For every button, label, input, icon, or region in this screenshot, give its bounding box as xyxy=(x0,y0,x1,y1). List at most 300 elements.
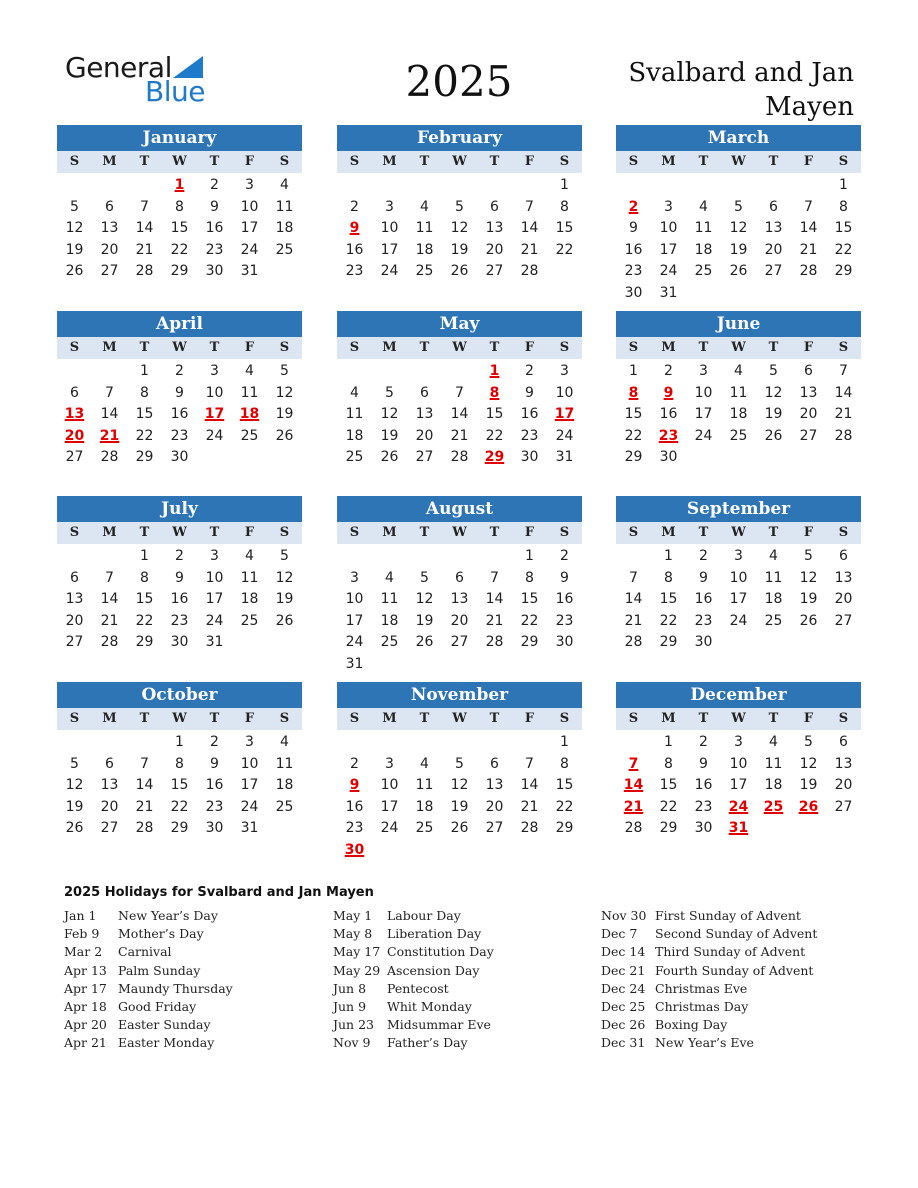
day-cell: 13 xyxy=(450,591,469,608)
day-cell: 12 xyxy=(275,569,294,586)
day-cell: 25 xyxy=(415,820,434,837)
weekday-label: W xyxy=(172,525,187,540)
day-cell: 19 xyxy=(729,241,748,258)
day-cell: 27 xyxy=(764,263,783,280)
day-cell: 23 xyxy=(345,820,364,837)
month-october xyxy=(57,682,302,840)
day-cell: 15 xyxy=(135,406,154,423)
day-cell: 25 xyxy=(729,427,748,444)
day-cell: 7 xyxy=(839,363,848,379)
weekday-label: M xyxy=(102,525,117,540)
weekday-label: S xyxy=(559,340,570,355)
day-cell: 14 xyxy=(520,220,539,237)
day-cell: 20 xyxy=(415,427,434,444)
holiday-day-cell: 21 xyxy=(623,798,644,815)
holiday-name: Constitution Day xyxy=(387,944,494,960)
day-cell: 16 xyxy=(694,777,713,794)
weekday-label: T xyxy=(768,154,779,169)
day-cell: 7 xyxy=(525,198,534,215)
day-cell: 31 xyxy=(240,263,259,280)
day-cell: 7 xyxy=(490,569,499,586)
day-cell: 11 xyxy=(380,591,399,608)
holiday-name: Carnival xyxy=(118,944,172,960)
day-cell: 27 xyxy=(450,634,469,651)
holiday-day-cell: 9 xyxy=(349,220,360,237)
weekday-label: W xyxy=(452,525,467,540)
day-cell: 19 xyxy=(65,241,84,258)
day-cell: 15 xyxy=(485,406,504,423)
weekday-label: T xyxy=(698,340,709,355)
holiday-date: Feb 9 xyxy=(64,926,100,942)
day-cell: 21 xyxy=(100,612,119,629)
weekday-label: M xyxy=(102,340,117,355)
day-cell: 14 xyxy=(520,777,539,794)
day-cell: 22 xyxy=(555,241,574,258)
day-cell: 21 xyxy=(520,241,539,258)
day-cell: 15 xyxy=(135,591,154,608)
holiday-row xyxy=(333,926,593,944)
day-cell: 18 xyxy=(729,406,748,423)
day-cell: 8 xyxy=(175,198,184,215)
day-cell: 10 xyxy=(380,777,399,794)
day-cell: 22 xyxy=(834,241,853,258)
month-header: May xyxy=(337,311,582,337)
day-cell: 31 xyxy=(345,655,364,672)
holiday-row xyxy=(601,963,861,981)
day-cell: 5 xyxy=(70,198,79,215)
holiday-day-cell: 25 xyxy=(763,798,784,815)
day-cell: 6 xyxy=(70,569,79,586)
weekday-label: M xyxy=(382,711,397,726)
holiday-row xyxy=(601,999,861,1017)
weekday-label: S xyxy=(279,154,290,169)
day-cell: 7 xyxy=(105,569,114,586)
day-cell: 8 xyxy=(560,198,569,215)
day-cell: 28 xyxy=(624,634,643,651)
day-cell: 22 xyxy=(659,798,678,815)
holiday-day-cell: 18 xyxy=(239,406,260,423)
day-cell: 4 xyxy=(699,198,708,215)
holiday-row xyxy=(333,908,593,926)
weekday-label: T xyxy=(489,340,500,355)
holiday-row xyxy=(333,999,593,1017)
holiday-name: Pentecost xyxy=(387,980,449,996)
weekday-header-row xyxy=(337,151,582,173)
day-cell: 26 xyxy=(764,427,783,444)
day-cell: 30 xyxy=(624,284,643,301)
holiday-day-cell: 1 xyxy=(174,177,185,193)
day-cell: 14 xyxy=(135,220,154,237)
day-cell: 4 xyxy=(420,198,429,215)
day-cell: 22 xyxy=(135,612,154,629)
day-cell: 30 xyxy=(659,449,678,466)
day-cell: 6 xyxy=(105,755,114,772)
day-cell: 5 xyxy=(70,755,79,772)
day-cell: 1 xyxy=(664,734,673,750)
day-cell: 28 xyxy=(799,263,818,280)
empty-day-cell xyxy=(337,361,372,383)
day-cell: 26 xyxy=(275,427,294,444)
day-cell: 8 xyxy=(560,755,569,772)
day-cell: 21 xyxy=(624,612,643,629)
month-january xyxy=(57,125,302,283)
day-cell: 1 xyxy=(629,363,638,379)
days-grid xyxy=(57,730,302,840)
holiday-name: Easter Sunday xyxy=(118,1017,211,1033)
day-cell: 14 xyxy=(100,591,119,608)
day-cell: 24 xyxy=(345,634,364,651)
empty-day-cell xyxy=(756,175,791,197)
day-cell: 29 xyxy=(659,634,678,651)
empty-day-cell xyxy=(372,732,407,754)
holiday-date: Dec 26 xyxy=(601,1017,646,1033)
empty-day-cell xyxy=(442,732,477,754)
month-march xyxy=(616,125,861,305)
day-cell: 26 xyxy=(729,263,748,280)
day-cell: 18 xyxy=(275,220,294,237)
weekday-label: T xyxy=(209,525,220,540)
weekday-label: T xyxy=(419,154,430,169)
holiday-name: Father’s Day xyxy=(387,1035,468,1051)
weekday-label: T xyxy=(489,711,500,726)
day-cell: 27 xyxy=(65,634,84,651)
day-cell: 14 xyxy=(135,777,154,794)
day-cell: 28 xyxy=(135,263,154,280)
empty-day-cell xyxy=(442,361,477,383)
empty-day-cell xyxy=(372,361,407,383)
day-cell: 3 xyxy=(210,363,219,379)
day-cell: 24 xyxy=(205,612,224,629)
month-february xyxy=(337,125,582,283)
day-cell: 17 xyxy=(240,220,259,237)
day-cell: 27 xyxy=(485,820,504,837)
day-cell: 3 xyxy=(734,734,743,750)
day-cell: 7 xyxy=(629,569,638,586)
holiday-name: Ascension Day xyxy=(387,962,480,978)
holiday-day-cell: 20 xyxy=(64,427,85,444)
day-cell: 2 xyxy=(210,177,219,193)
day-cell: 19 xyxy=(380,427,399,444)
day-cell: 10 xyxy=(555,384,574,401)
empty-day-cell xyxy=(337,732,372,754)
empty-day-cell xyxy=(92,361,127,383)
day-cell: 15 xyxy=(659,777,678,794)
day-cell: 25 xyxy=(240,612,259,629)
day-cell: 28 xyxy=(100,634,119,651)
days-grid xyxy=(616,359,861,469)
weekday-label: T xyxy=(419,525,430,540)
day-cell: 16 xyxy=(170,591,189,608)
day-cell: 4 xyxy=(734,363,743,379)
day-cell: 2 xyxy=(699,548,708,564)
weekday-label: W xyxy=(731,525,746,540)
day-cell: 11 xyxy=(764,755,783,772)
holiday-day-cell: 1 xyxy=(489,363,500,379)
day-cell: 29 xyxy=(555,820,574,837)
day-cell: 26 xyxy=(380,449,399,466)
day-cell: 7 xyxy=(140,755,149,772)
month-june xyxy=(616,311,861,469)
month-header: December xyxy=(616,682,861,708)
day-cell: 16 xyxy=(345,241,364,258)
day-cell: 24 xyxy=(205,427,224,444)
day-cell: 8 xyxy=(839,198,848,215)
day-cell: 2 xyxy=(175,548,184,564)
holiday-date: Dec 25 xyxy=(601,998,646,1014)
holiday-day-cell: 17 xyxy=(554,406,575,423)
day-cell: 21 xyxy=(834,406,853,423)
day-cell: 3 xyxy=(245,177,254,193)
days-grid xyxy=(57,173,302,283)
day-cell: 11 xyxy=(275,198,294,215)
day-cell: 16 xyxy=(345,798,364,815)
empty-day-cell xyxy=(721,175,756,197)
month-header: March xyxy=(616,125,861,151)
empty-day-cell xyxy=(616,732,651,754)
empty-day-cell xyxy=(127,175,162,197)
holiday-row xyxy=(333,963,593,981)
day-cell: 20 xyxy=(65,612,84,629)
day-cell: 19 xyxy=(764,406,783,423)
holiday-day-cell: 2 xyxy=(628,198,639,215)
empty-day-cell xyxy=(372,175,407,197)
weekday-label: F xyxy=(803,154,814,169)
day-cell: 23 xyxy=(170,612,189,629)
day-cell: 18 xyxy=(415,241,434,258)
weekday-label: F xyxy=(244,340,255,355)
month-header: August xyxy=(337,496,582,522)
day-cell: 19 xyxy=(450,798,469,815)
weekday-label: S xyxy=(69,340,80,355)
weekday-label: F xyxy=(244,154,255,169)
holiday-date: Jan 1 xyxy=(64,908,97,923)
day-cell: 16 xyxy=(694,591,713,608)
weekday-label: M xyxy=(382,154,397,169)
holiday-column xyxy=(64,908,324,1054)
holiday-date: May 1 xyxy=(333,908,373,923)
day-cell: 28 xyxy=(624,820,643,837)
month-april xyxy=(57,311,302,469)
holiday-date: Jun 9 xyxy=(333,998,367,1014)
day-cell: 28 xyxy=(834,427,853,444)
day-cell: 27 xyxy=(65,449,84,466)
day-cell: 2 xyxy=(210,734,219,750)
day-cell: 19 xyxy=(415,612,434,629)
day-cell: 14 xyxy=(100,406,119,423)
day-cell: 8 xyxy=(140,569,149,586)
month-header: April xyxy=(57,311,302,337)
weekday-label: M xyxy=(661,154,676,169)
day-cell: 5 xyxy=(280,363,289,379)
empty-day-cell xyxy=(372,546,407,568)
day-cell: 13 xyxy=(834,755,853,772)
weekday-label: S xyxy=(628,340,639,355)
day-cell: 22 xyxy=(170,241,189,258)
day-cell: 14 xyxy=(485,591,504,608)
weekday-label: S xyxy=(69,154,80,169)
day-cell: 30 xyxy=(555,634,574,651)
day-cell: 8 xyxy=(175,755,184,772)
day-cell: 12 xyxy=(380,406,399,423)
year-title: 2025 xyxy=(405,57,513,106)
holiday-date: May 17 xyxy=(333,944,381,960)
day-cell: 14 xyxy=(799,220,818,237)
holiday-date: Dec 14 xyxy=(601,944,646,960)
day-cell: 30 xyxy=(520,449,539,466)
day-cell: 9 xyxy=(175,569,184,586)
holiday-date: Apr 21 xyxy=(64,1035,107,1051)
empty-day-cell xyxy=(407,546,442,568)
holiday-date: Apr 18 xyxy=(64,998,107,1014)
day-cell: 14 xyxy=(450,406,469,423)
day-cell: 19 xyxy=(65,798,84,815)
holiday-name: First Sunday of Advent xyxy=(655,908,801,923)
empty-day-cell xyxy=(616,546,651,568)
weekday-label: S xyxy=(279,340,290,355)
day-cell: 16 xyxy=(205,220,224,237)
day-cell: 29 xyxy=(520,634,539,651)
day-cell: 27 xyxy=(100,263,119,280)
empty-day-cell xyxy=(337,546,372,568)
holiday-day-cell: 24 xyxy=(728,798,749,815)
day-cell: 27 xyxy=(834,798,853,815)
day-cell: 12 xyxy=(415,591,434,608)
day-cell: 17 xyxy=(729,591,748,608)
day-cell: 10 xyxy=(729,569,748,586)
holiday-row xyxy=(601,1035,861,1053)
holiday-row xyxy=(64,1017,324,1035)
day-cell: 21 xyxy=(520,798,539,815)
weekday-label: F xyxy=(244,525,255,540)
month-may xyxy=(337,311,582,469)
day-cell: 19 xyxy=(799,591,818,608)
weekday-label: S xyxy=(838,154,849,169)
weekday-label: S xyxy=(838,711,849,726)
day-cell: 29 xyxy=(135,449,154,466)
weekday-label: S xyxy=(349,711,360,726)
weekday-label: T xyxy=(698,525,709,540)
weekday-label: W xyxy=(172,340,187,355)
day-cell: 26 xyxy=(65,820,84,837)
day-cell: 25 xyxy=(345,449,364,466)
day-cell: 5 xyxy=(385,384,394,401)
days-grid xyxy=(337,173,582,283)
day-cell: 10 xyxy=(729,755,748,772)
holiday-name: Mother’s Day xyxy=(118,926,204,942)
day-cell: 7 xyxy=(525,755,534,772)
country-title: Svalbard and Jan Mayen xyxy=(628,58,854,122)
day-cell: 18 xyxy=(380,612,399,629)
day-cell: 13 xyxy=(485,220,504,237)
days-grid xyxy=(337,359,582,469)
holiday-name: Christmas Day xyxy=(655,998,749,1014)
empty-day-cell xyxy=(651,175,686,197)
holiday-date: Dec 21 xyxy=(601,962,646,978)
day-cell: 3 xyxy=(350,569,359,586)
weekday-label: M xyxy=(382,340,397,355)
day-cell: 9 xyxy=(210,755,219,772)
holiday-list xyxy=(64,884,864,1051)
weekday-label: S xyxy=(349,525,360,540)
weekday-label: S xyxy=(628,525,639,540)
holiday-day-cell: 14 xyxy=(623,777,644,794)
holiday-row xyxy=(64,981,324,999)
day-cell: 20 xyxy=(485,798,504,815)
day-cell: 21 xyxy=(135,241,154,258)
day-cell: 15 xyxy=(170,220,189,237)
day-cell: 17 xyxy=(380,798,399,815)
day-cell: 10 xyxy=(240,198,259,215)
day-cell: 7 xyxy=(455,384,464,401)
holiday-name: Fourth Sunday of Advent xyxy=(655,962,814,978)
day-cell: 19 xyxy=(450,241,469,258)
weekday-label: T xyxy=(139,525,150,540)
empty-day-cell xyxy=(57,732,92,754)
day-cell: 28 xyxy=(485,634,504,651)
day-cell: 6 xyxy=(455,569,464,586)
day-cell: 23 xyxy=(624,263,643,280)
day-cell: 3 xyxy=(560,363,569,379)
day-cell: 11 xyxy=(415,220,434,237)
day-cell: 28 xyxy=(135,820,154,837)
day-cell: 11 xyxy=(694,220,713,237)
month-header: February xyxy=(337,125,582,151)
holiday-row xyxy=(601,1017,861,1035)
day-cell: 25 xyxy=(275,241,294,258)
day-cell: 12 xyxy=(799,569,818,586)
weekday-label: S xyxy=(559,525,570,540)
day-cell: 11 xyxy=(240,569,259,586)
day-cell: 17 xyxy=(659,241,678,258)
day-cell: 7 xyxy=(140,198,149,215)
day-cell: 23 xyxy=(205,241,224,258)
holiday-name: Maundy Thursday xyxy=(118,980,233,996)
day-cell: 27 xyxy=(799,427,818,444)
days-grid xyxy=(616,544,861,654)
holiday-date: Dec 7 xyxy=(601,926,638,942)
holiday-name: Easter Monday xyxy=(118,1035,215,1051)
day-cell: 31 xyxy=(205,634,224,651)
holiday-date: Apr 20 xyxy=(64,1017,107,1033)
days-grid xyxy=(616,730,861,840)
holiday-row xyxy=(64,999,324,1017)
day-cell: 11 xyxy=(729,384,748,401)
day-cell: 1 xyxy=(664,548,673,564)
day-cell: 12 xyxy=(275,384,294,401)
day-cell: 6 xyxy=(839,548,848,564)
day-cell: 16 xyxy=(624,241,643,258)
weekday-label: S xyxy=(279,711,290,726)
day-cell: 12 xyxy=(799,755,818,772)
day-cell: 6 xyxy=(490,755,499,772)
empty-day-cell xyxy=(686,175,721,197)
weekday-label: M xyxy=(661,525,676,540)
day-cell: 5 xyxy=(804,548,813,564)
generalblue-logo xyxy=(65,52,215,108)
day-cell: 22 xyxy=(135,427,154,444)
day-cell: 4 xyxy=(280,177,289,193)
day-cell: 5 xyxy=(280,548,289,564)
empty-day-cell xyxy=(92,175,127,197)
holiday-name: Boxing Day xyxy=(655,1017,728,1033)
days-grid xyxy=(337,730,582,862)
day-cell: 26 xyxy=(275,612,294,629)
month-header: October xyxy=(57,682,302,708)
weekday-label: T xyxy=(698,711,709,726)
day-cell: 29 xyxy=(135,634,154,651)
empty-day-cell xyxy=(477,732,512,754)
day-cell: 29 xyxy=(170,263,189,280)
